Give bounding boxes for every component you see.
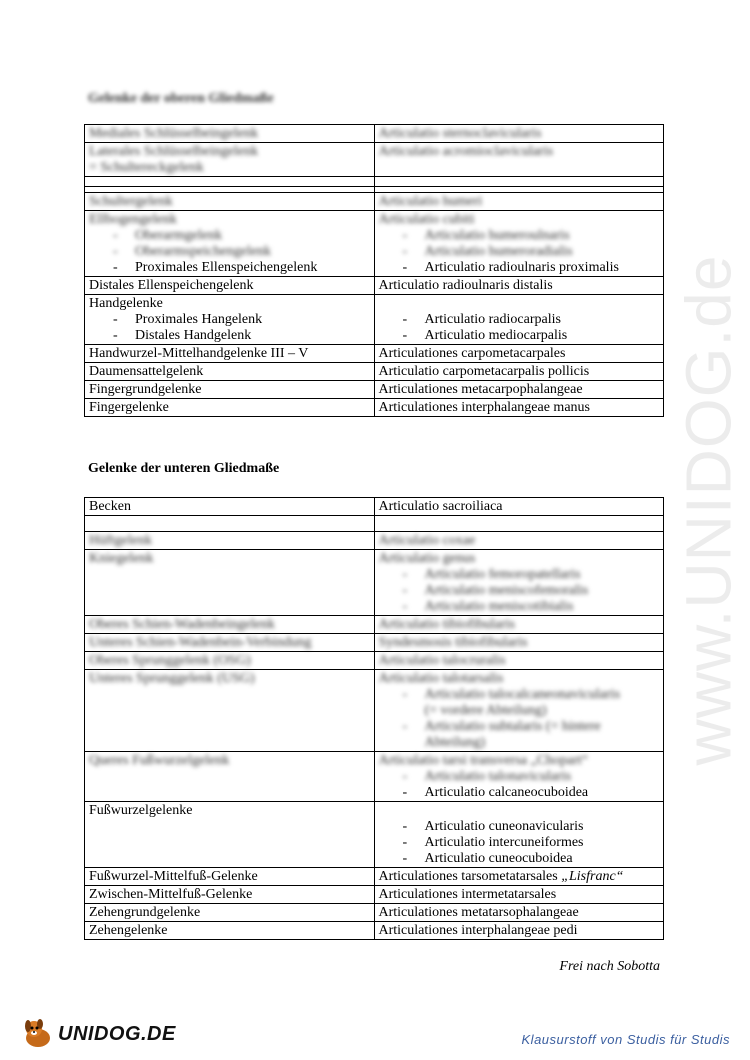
table-row: Unteres Schien-Wadenbein-Verbindung Syndesmosis tibiofibularis (85, 634, 664, 652)
logo-text: UNIDOG.DE (58, 1022, 176, 1045)
table-row: Unteres Sprunggelenk (USG) Articulatio talotarsalis - Articulatio talocalcaneonavicularis (= vordere Abteilung) - Articulatio subtalaris (= hintere Abteilung) (85, 670, 664, 752)
table-row-empty (85, 177, 664, 187)
heading-upper-limb: Gelenke der oberen Gliedmaße (88, 91, 274, 106)
unidog-logo (22, 1018, 176, 1050)
table-row: Oberes Schien-Wadenbeingelenk Articulatio tibiofibularis (85, 616, 664, 634)
table-row: Fingergelenke Articulationes interphalangeae manus (85, 399, 664, 417)
table-row: Mediales Schlüsselbeingelenk Articulatio sternoclavicularis (85, 125, 664, 143)
table-row: Fußwurzel-Mittelfuß-Gelenke Articulationes tarsometatarsales „Lisfranc“ (85, 868, 664, 886)
table-row: Schultergelenk Articulatio humeri (85, 193, 664, 211)
footer-tagline: Klausurstoff von Studis für Studis (521, 1032, 730, 1047)
table-row: Queres Fußwurzelgelenk Articulatio tarsi transversa „Chopart“ - Articulatio talonavicularis - Articulatio calcaneocuboidea (85, 752, 664, 802)
table-row: Hüftgelenk Articulatio coxae (85, 532, 664, 550)
watermark: www.UNIDOG.de (672, 254, 744, 766)
table-row: Handgelenke - Proximales Hangelenk - Distales Handgelenk - Articulatio radiocarpalis - Articulatio mediocarpalis (85, 295, 664, 345)
table-row: Fingergrundgelenke Articulationes metacarpophalangeae (85, 381, 664, 399)
table-row: Ellbogengelenk - Oberarmgelenk - Oberarmspeichengelenk - Proximales Ellenspeichengelenk Articulatio cubiti - Articulatio humeroulnaris - Articulatio humeroradialis - Articulatio radioulnaris proximalis (85, 211, 664, 277)
table-row-empty (85, 516, 664, 532)
table-row: Zwischen-Mittelfuß-Gelenke Articulationes intermetatarsales (85, 886, 664, 904)
table-row: Becken Articulatio sacroiliaca (85, 498, 664, 516)
table-row: Handwurzel-Mittelhandgelenke III – V Articulationes carpometacarpales (85, 345, 664, 363)
table-row: Zehengelenke Articulationes interphalangeae pedi (85, 922, 664, 940)
table-row: Zehengrundgelenke Articulationes metatarsophalangeae (85, 904, 664, 922)
dog-icon (22, 1018, 56, 1050)
table-row: Daumensattelgelenk Articulatio carpometacarpalis pollicis (85, 363, 664, 381)
lower-limb-joints-table (84, 497, 664, 940)
table-row: Distales Ellenspeichengelenk Articulatio radioulnaris distalis (85, 277, 664, 295)
heading-lower-limb: Gelenke der unteren Gliedmaße (88, 461, 280, 476)
source-note: Frei nach Sobotta (559, 959, 660, 974)
table-row: Oberes Sprunggelenk (OSG) Articulatio talocruralis (85, 652, 664, 670)
table-row: Fußwurzelgelenke - Articulatio cuneonavicularis - Articulatio intercuneiformes - Articulatio cuneocuboidea (85, 802, 664, 868)
table-row: Laterales Schlüsselbeingelenk = Schultereckgelenk Articulatio acromioclavicularis (85, 143, 664, 177)
table-row: Kniegelenk Articulatio genus - Articulatio femoropatellaris - Articulatio meniscofemoralis - Articulatio meniscotibialis (85, 550, 664, 616)
upper-limb-joints-table (84, 124, 664, 417)
